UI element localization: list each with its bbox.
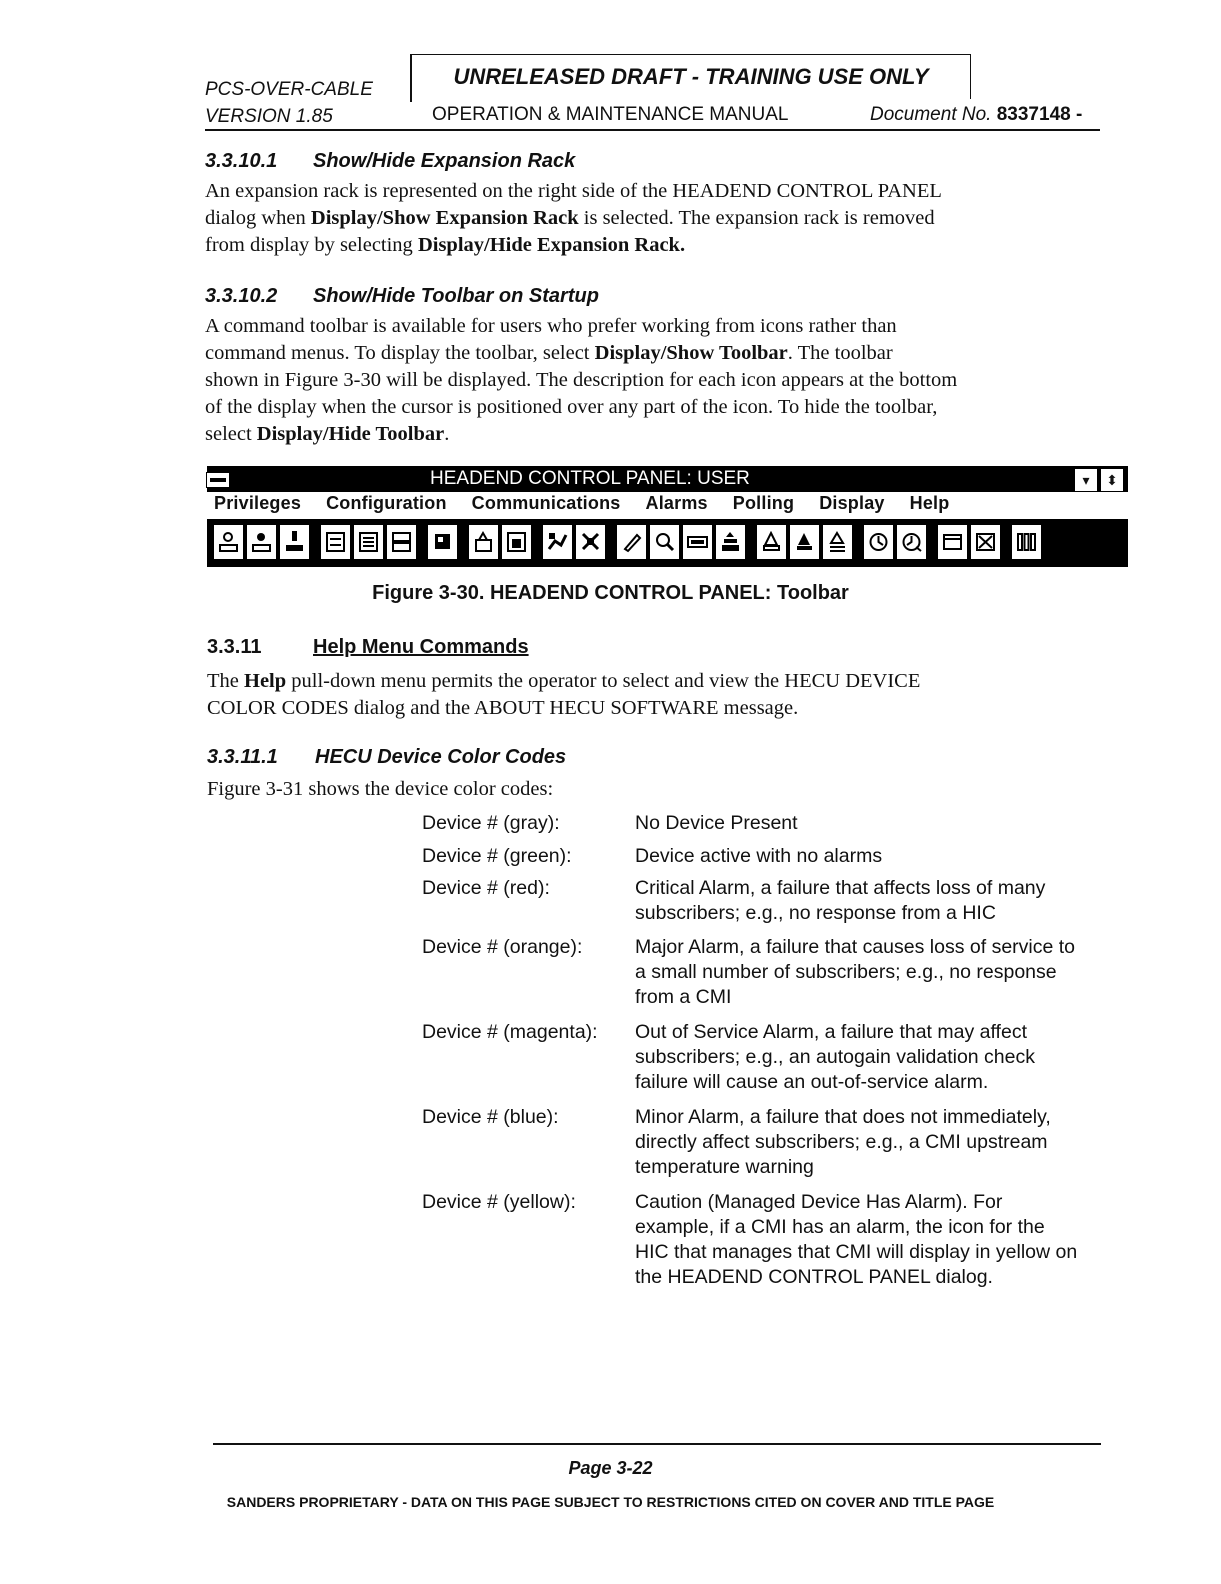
paragraph-toolbar [205,313,1135,448]
comm-port-icon-glyph [432,531,453,553]
heading-3-3-11 [207,636,529,659]
description-line: HIC that manages that CMI will display in yellow on [635,1241,1078,1263]
description-line: Out of Service Alarm, a failure that may affect [635,1021,1027,1043]
disk-icon[interactable] [501,524,532,560]
bell-list-icon-glyph [827,531,848,553]
bell-icon-glyph [761,531,782,553]
doc-label: Document No. [870,104,992,125]
color-codes-intro: Figure 3-31 shows the device color codes: [207,778,554,800]
paragraph-expansion-rack [205,178,1125,259]
key-user-icon-glyph [218,531,239,553]
color-code-description [635,876,1145,926]
keyboard-icon[interactable] [682,524,713,560]
heading-3-3-10-2 [205,285,599,308]
config-device-icon[interactable] [320,524,351,560]
disk-icon-glyph [506,531,527,553]
command-name: Display/Show Toolbar [594,342,788,364]
config-rack-icon-glyph [391,531,412,553]
key-group-icon[interactable] [246,524,277,560]
description-line: failure will cause an out-of-service alarm. [635,1071,989,1093]
bell-filled-icon[interactable] [789,524,820,560]
heading-3-3-10-1 [205,150,575,173]
description-line: a small number of subscribers; e.g., no response [635,961,1057,983]
text-run: from display by selecting [205,234,418,256]
search-icon-glyph [654,531,675,553]
text-line [207,668,1127,695]
header-rule [205,129,1100,131]
color-code-label: Device # (orange): [422,936,583,958]
color-code-description [635,811,1145,836]
command-name: Display/Hide Expansion Rack. [417,234,686,256]
description-line: from a CMI [635,986,732,1008]
page-number: Page 3-22 [568,1458,653,1478]
network-icon[interactable] [542,524,573,560]
draft-notice: UNRELEASED DRAFT - TRAINING USE ONLY [411,54,971,99]
section-number: 3.3.10.2 [205,285,278,307]
description-line: Major Alarm, a failure that causes loss of service to [635,936,1076,958]
section-number: 3.3.11 [207,636,262,658]
pencil-icon[interactable] [616,524,647,560]
text-line: An expansion rack is represented on the right side of the HEADEND CONTROL PANEL [205,180,942,202]
pencil-icon-glyph [621,531,642,553]
description-line: Caution (Managed Device Has Alarm). For [635,1191,1003,1213]
color-code-label: Device # (blue): [422,1106,559,1128]
minimize-button[interactable]: ▾ [1074,468,1098,492]
color-code-label: Device # (green): [422,845,572,867]
description-line: temperature warning [635,1156,814,1178]
stack-icon-glyph [720,531,741,553]
color-code-description [635,844,1145,869]
color-code-description [635,1190,1145,1290]
text-line: shown in Figure 3-30 will be displayed. The description for each icon appears at the bottom [205,369,958,391]
window-title: HEADEND CONTROL PANEL: USER [430,468,750,489]
clock-icon-glyph [868,531,889,553]
bell-list-icon[interactable] [822,524,853,560]
expansion-rack-icon-glyph [1016,531,1037,553]
section-title: Show/Hide Toolbar on Startup [313,285,599,307]
menu-privileges[interactable]: Privileges [214,493,302,513]
product-name: PCS-OVER-CABLE [205,79,373,100]
text-run: command menus. To display the toolbar, select [205,342,595,364]
section-title: HECU Device Color Codes [315,746,567,768]
clock-alt-icon[interactable] [896,524,927,560]
section-number: 3.3.11.1 [207,746,278,768]
window-icon[interactable] [937,524,968,560]
text-run: pull-down menu permits the operator to select and view the HECU DEVICE [286,670,921,692]
clock-icon[interactable] [863,524,894,560]
search-icon[interactable] [649,524,680,560]
proprietary-notice: SANDERS PROPRIETARY - DATA ON THIS PAGE SUBJECT TO RESTRICTIONS CITED ON COVER AND TITLE PAGE [226,1494,995,1510]
manual-title: OPERATION & MAINTENANCE MANUAL [432,104,789,125]
keyboard-icon-glyph [687,531,708,553]
menu-alarms[interactable]: Alarms [645,493,708,513]
command-name: Help [244,670,287,692]
menu-configuration[interactable]: Configuration [326,493,447,513]
section-title: Show/Hide Expansion Rack [313,150,576,172]
description-line: subscribers; e.g., no response from a HIC [635,902,996,924]
menu-display[interactable]: Display [819,493,885,513]
text-run: . The toolbar [787,342,893,364]
clock-alt-icon-glyph [901,531,922,553]
color-code-description [635,1105,1145,1180]
window-close-icon-glyph [975,531,996,553]
color-code-description [635,1020,1145,1095]
menu-communications[interactable]: Communications [471,493,621,513]
stack-icon[interactable] [715,524,746,560]
text-line [205,421,1135,448]
network-icon-glyph [547,531,568,553]
description-line: Device active with no alarms [635,845,883,867]
text-run: The [207,670,244,692]
figure-caption: Figure 3-30. HEADEND CONTROL PANEL: Toolbar [372,582,849,604]
key-group-icon-glyph [251,531,272,553]
text-run: is selected. The expansion rack is removed [578,207,935,229]
toolbar-icons [213,524,1044,562]
key-admin-icon[interactable] [279,524,310,560]
config-device-icon-glyph [325,531,346,553]
menu-bar [214,493,969,519]
heading-3-3-11-1 [207,746,566,769]
expansion-rack-icon[interactable] [1011,524,1042,560]
description-line: the HEADEND CONTROL PANEL dialog. [635,1266,993,1288]
menu-polling[interactable]: Polling [732,493,795,513]
command-name: Display/Hide Toolbar [256,423,445,445]
system-menu-icon[interactable] [206,472,230,488]
section-title: Help Menu Commands [313,636,529,658]
color-code-label: Device # (magenta): [422,1021,598,1043]
description-line: Minor Alarm, a failure that does not immediately, [635,1106,1051,1128]
description-line: No Device Present [635,812,798,834]
color-code-description [635,935,1145,1010]
description-line: example, if a CMI has an alarm, the icon for the [635,1216,1045,1238]
text-run: select [205,423,257,445]
section-number: 3.3.10.1 [205,150,278,172]
doc-number: 8337148 - [996,104,1083,125]
color-code-label: Device # (gray): [422,812,560,834]
config-rack-icon[interactable] [386,524,417,560]
command-name: Display/Show Expansion Rack [310,207,579,229]
text-line: of the display when the cursor is positioned over any part of the icon. To hide the toolbar, [205,396,938,418]
key-user-icon[interactable] [213,524,244,560]
text-line [205,340,1135,367]
config-list-icon-glyph [358,531,379,553]
text-run: . [444,423,450,445]
document-number [870,104,1082,126]
restore-button[interactable]: ⬍ [1100,468,1124,492]
description-line: Critical Alarm, a failure that affects loss of many [635,877,1046,899]
text-line [205,232,1125,259]
paragraph-help-menu [207,668,1127,722]
key-admin-icon-glyph [284,531,305,553]
version-label: VERSION 1.85 [205,106,333,127]
tools-icon[interactable] [575,524,606,560]
comm-port-icon[interactable] [427,524,458,560]
text-line: A command toolbar is available for users who prefer working from icons rather than [205,315,897,337]
description-line: directly affect subscribers; e.g., a CMI upstream [635,1131,1048,1153]
text-run: dialog when [205,207,311,229]
window-close-icon[interactable] [970,524,1001,560]
menu-help[interactable]: Help [909,493,950,513]
bell-filled-icon-glyph [794,531,815,553]
tools-icon-glyph [580,531,601,553]
config-list-icon[interactable] [353,524,384,560]
window-icon-glyph [942,531,963,553]
printer-icon[interactable] [468,524,499,560]
description-line: subscribers; e.g., an autogain validation check [635,1046,1035,1068]
text-line: COLOR CODES dialog and the ABOUT HECU SOFTWARE message. [207,697,799,719]
color-code-label: Device # (red): [422,877,550,899]
printer-icon-glyph [473,531,494,553]
footer-rule [213,1443,1101,1445]
color-code-label: Device # (yellow): [422,1191,576,1213]
bell-icon[interactable] [756,524,787,560]
text-line [205,205,1125,232]
